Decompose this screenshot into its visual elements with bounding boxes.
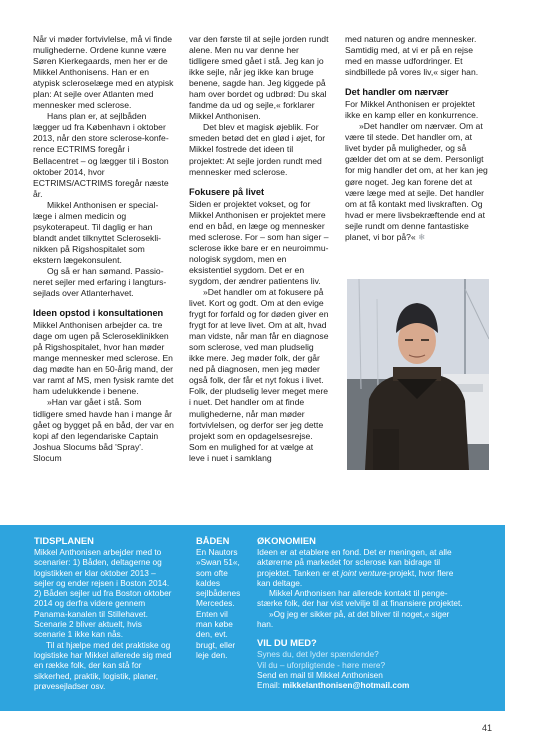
paragraph: Det blev et magisk øjeblik. For smeden betød det en glød i øjet, for Mikkel fostrede det ideen til projektet: At sejle jorden rundt med mennesker med sclerose.: [189, 122, 326, 177]
box-paragraph: Mikkel Anthonisen arbejder med to scenarier: 1) Båden, deltagerne og logistikken er klar oktober 2013 – sejler og ender rejsen i Boston 2014. 2) Båden sejler ud fra Boston oktober 2014 og derfra videre gennem Panama-kanalen til Stillehavet. Scenarie 2 bliver aktuelt, hvis scenarie 1 ikke kan nås.: [34, 547, 172, 640]
box-paragraph: Til at hjælpe med det praktiske og logistiske har Mikkel allerede sig med en række folk, der kan stå for sikkerhed, praktik, logistik, planer, prøvesejladser osv.: [34, 639, 172, 691]
paragraph: Og så er han sømand. Passioneret sejler med erfaring i langturssejlads over Atlanterhavet.: [33, 265, 167, 299]
box-question: Vil du – uforpligtende - høre mere?: [257, 659, 386, 670]
paragraph: For Mikkel Anthonisen er projektet ikke en kamp eller en konkurrence.: [345, 99, 479, 121]
paragraph: [345, 121, 489, 243]
box-paragraph: »Og jeg er sikker på, at det bliver til noget,« siger han.: [257, 608, 450, 630]
box-contact: Send en mail til Mikkel Anthonisen: [257, 669, 383, 680]
paragraph: Hans plan er, at sejlbåden lægger ud fra København i oktober 2013, når den store sclerose-konference ECTRIMS foregår i Bellacentret – og lægger til i Boston oktober 2014, hvor ECTRIMS/ACTRIMS foregår næste år.: [33, 111, 169, 199]
paragraph-text: »Det handler om nærvær. Om at være til stede. Det handler om, at livet byder på muligheder, og så gælder det om at se dem. Personligt for mig handler det om, at her kan jeg gøre noget. Jeg kan forene det at være læge med at sejle. Det handler om at få kontakt med livskraften. Og hvad er mere livsbekræftende end at sejle rundt om denne fantastiske planet, vi bor på?«: [345, 121, 488, 242]
paragraph: Mikkel Anthonisen er speciallæge i almen medicin og psykoterapeut. Til daglig er han blandt andet tilknyttet Scleroseklinikken på Rigshospitalet som ekstern lægekonsulent.: [33, 199, 162, 265]
end-mark-icon: ❄: [418, 231, 426, 242]
box-text: -projekt, hvor flere kan deltage.: [257, 567, 454, 588]
box-text: Ideen er at etablere en fond. Det er meningen, at alle aktørerne på markedet for sclerose kan bidrage til projektet. Tanken er et: [257, 547, 452, 578]
paragraph: Mikkel Anthonisen arbejder ca. tre dage om ugen på Scleroseklinikken på Rigshospitalet, hvor han møder mange mennesker med sclerose. En dag mødte han en 50-årig mand, der var ramt af MS, men fysisk ramte det ham udelukkende i benene.: [33, 320, 174, 397]
email-label: Email:: [257, 680, 283, 691]
economy-box: [257, 535, 467, 691]
box-emphasis: joint venture: [341, 567, 387, 578]
article-column-1: [33, 34, 174, 464]
box-heading: BÅDEN: [196, 535, 230, 546]
portrait-photo: [347, 279, 489, 470]
article-column-2: [189, 34, 330, 464]
page-number: 41: [482, 723, 493, 733]
paragraph: »Det handler om at fokusere på livet. Kort og godt. Om at den evige frygt for forfald og for døden giver en frygt for at leve livet. Om at alt, hvad man vidste, når man får en diagnose som sclerose, ved man pludselig ikke mere. Jeg møder folk, der går ned på diagnosen, men jeg møder også folk, der får et nyt fokus i livet. Folk, der pludselig lever meget mere i nuet. Det handler om at finde mulighederne, når man møder fortvivlelsen, og derfor ser jeg dette projekt som en opdagelsesrejse. Som en mulighed for at vælge at leve i nuet i samklang: [189, 286, 329, 463]
box-paragraph: En Nautors »Swan 51«, som ofte kaldes sejlbådenes Mercedes. Enten vil man købe den, evt. brugt, eller leje den.: [196, 547, 241, 660]
paragraph: Når vi møder fortvivlelse, må vi finde mulighederne. Ordene kunne være Søren Kierkegaards, men her er de Mikkel Anthonisens. Han er en atypisk scleroselæge med en atypisk plan: At sejle over Atlanten med mennesker med sclerose.: [33, 34, 174, 111]
paragraph: Siden er projektet vokset, og for Mikkel Anthonisen er projektet mere end en båd, en læge og mennesker med sclerose. For – som han siger – sclerose ikke bare er en neuroimmunologisk sygdom, men en eksistentiel sygdom. Det er en sygdom, der ændrer patientens liv.: [189, 198, 329, 286]
box-heading: VIL DU MED?: [257, 637, 317, 649]
paragraph: var den første til at sejle jorden rundt alene. Men nu var denne her tidligere smed gået i stå. Jeg kan jo ikke sejle, når jeg ikke kan bruge benene, sagde han. Jeg kiggede på ham over bordet og udbrød: Du skal fandme da ud og sejle,« forklarer Mikkel Anthonisen.: [189, 34, 329, 122]
section-heading: Ideen opstod i konsultationen: [33, 308, 164, 319]
boat-box: [196, 535, 246, 660]
email-link[interactable]: mikkelanthonisen@hotmail.com: [282, 680, 410, 691]
box-question: Synes du, det lyder spændende?: [257, 649, 379, 660]
paragraph: »Han var gået i stå. Som tidligere smed havde han i mange år gået og bygget på en båd, der var en kopi af den legendariske Captain Joshua Slocums båd 'Spray'. Slocum: [33, 397, 174, 463]
box-heading: TIDSPLANEN: [34, 535, 94, 546]
box-email-line: [257, 680, 467, 690]
timeline-box: [34, 535, 172, 691]
section-heading: Det handler om nærvær: [345, 87, 449, 98]
box-paragraph: Mikkel Anthonisen har allerede kontakt til pengestærke folk, der har vist velvilje til at finansiere projektet.: [257, 588, 463, 609]
article-column-3: [345, 34, 489, 243]
section-heading: Fokusere på livet: [189, 186, 265, 197]
box-heading: ØKONOMIEN: [257, 535, 316, 546]
paragraph: med naturen og andre mennesker. Samtidig med, at vi er på en rejse med en masse udfordringer. Et sindbillede på vores liv,« siger han.: [345, 34, 479, 78]
sailor-portrait-illustration: [347, 279, 489, 470]
box-paragraph: [257, 547, 467, 588]
